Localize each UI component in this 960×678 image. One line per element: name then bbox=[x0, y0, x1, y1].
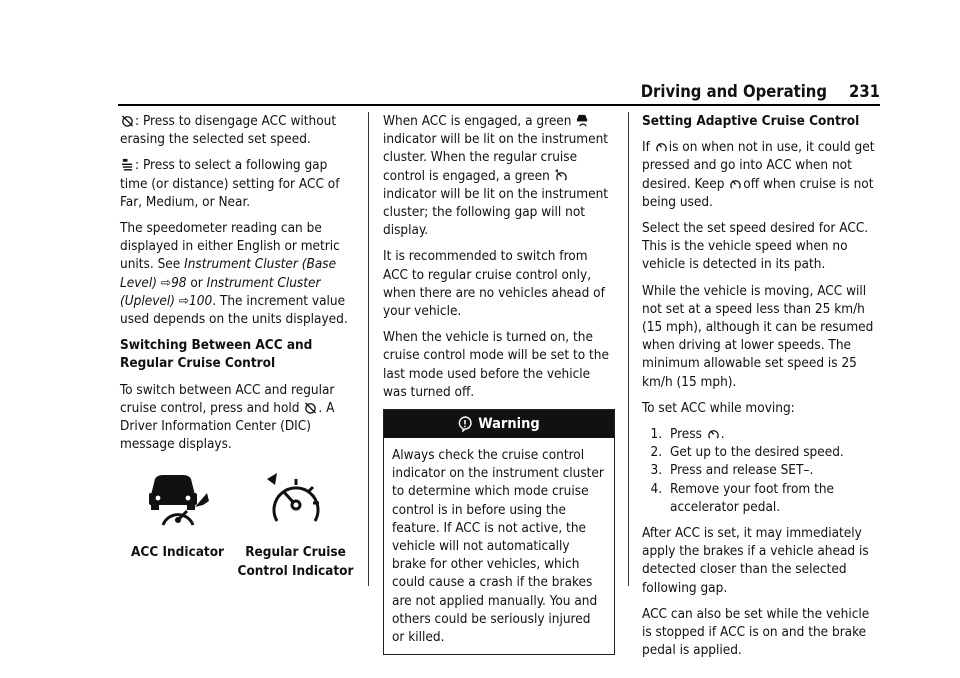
button-off-paragraph bbox=[642, 138, 878, 211]
engaged-text: When ACC is engaged, a green bbox=[383, 113, 572, 129]
column-right bbox=[642, 112, 878, 667]
regular-cruise-figure bbox=[235, 471, 356, 579]
step-item: 3. Press and release SET–. bbox=[666, 461, 878, 479]
button-off-text-end: off when cruise is not being used. bbox=[642, 175, 874, 210]
gap-text: : Press to select a following gap time (or distance) setting for ACC of Far, Medium, or Near. bbox=[120, 157, 340, 210]
set-acc-steps bbox=[642, 425, 878, 516]
cancel-paragraph bbox=[120, 112, 356, 148]
step-suffix: . bbox=[720, 426, 725, 443]
warning-icon bbox=[458, 416, 472, 432]
column-divider bbox=[628, 112, 629, 586]
regular-cruise-caption: Regular Cruise Control Indicator bbox=[237, 544, 354, 579]
auto-brake-paragraph: After ACC is set, it may immediately apply the brakes if a vehicle ahead is detected closer than the selected following gap. bbox=[642, 525, 869, 596]
header-rule bbox=[118, 104, 880, 106]
following-gap-icon bbox=[121, 158, 134, 171]
cruise-on-off-icon bbox=[707, 427, 720, 440]
xref-page[interactable]: 98 bbox=[171, 274, 187, 291]
switch-text: To switch between ACC and regular cruise control, press and hold bbox=[120, 381, 335, 416]
warning-header bbox=[384, 410, 614, 438]
cancel-text: : Press to disengage ACC without erasing the selected set speed. bbox=[120, 113, 337, 148]
cruise-on-off-icon bbox=[655, 140, 668, 153]
section-title: Driving and Operating bbox=[640, 82, 827, 101]
warning-title: Warning bbox=[478, 415, 540, 432]
column-divider bbox=[368, 112, 369, 586]
speedo-or: or bbox=[186, 274, 203, 291]
column-middle bbox=[383, 112, 615, 655]
xref-base-cluster[interactable]: Instrument Cluster (Base Level) bbox=[120, 256, 337, 291]
stopped-set-paragraph: ACC can also be set while the vehicle is stopped if ACC is on and the brake pedal is applied. bbox=[642, 605, 870, 659]
cruise-cancel-icon bbox=[304, 401, 317, 414]
set-while-moving-paragraph: To set ACC while moving: bbox=[642, 399, 795, 416]
speedometer-paragraph bbox=[120, 219, 356, 328]
acc-indicator-icon bbox=[576, 114, 589, 127]
acc-indicator-figure bbox=[120, 471, 235, 579]
engaged-text-end: indicator will be lit on the instrument cluster; the following gap will not display. bbox=[383, 185, 609, 239]
engaged-paragraph bbox=[383, 112, 615, 239]
column-left bbox=[120, 112, 356, 580]
step-item: 4. Remove your foot from the accelerator pedal. bbox=[666, 480, 878, 516]
warning-body: Always check the cruise control indicator on the instrument cluster to determine which mode cruise control is in before using the feature. If ACC is not active, the vehicle will not automatically brake for other vehicles, which could cause a crash if the brakes are not applied manually. You and others could be seriously injured or killed. bbox=[392, 447, 604, 646]
min-speed-paragraph: While the vehicle is moving, ACC will not set at a speed less than 25 km/h (15 mph), although it can be resumed when driving at lower speeds. The minimum allowable set speed is 25 km/h (15 mph). bbox=[642, 282, 874, 390]
page-ref-arrow-icon: ⇨ bbox=[178, 292, 190, 309]
switch-heading: Switching Between ACC and Regular Cruise Control bbox=[120, 337, 313, 372]
indicator-figures bbox=[120, 471, 356, 579]
switch-text-end: . A Driver Information Center (DIC) message displays. bbox=[120, 399, 335, 453]
speedo-text-end: . The increment value used depends on the units displayed. bbox=[120, 292, 348, 328]
regular-cruise-indicator-icon bbox=[263, 471, 329, 527]
regular-cruise-indicator-icon bbox=[555, 169, 568, 182]
warning-box bbox=[383, 409, 615, 655]
button-off-text: If bbox=[642, 139, 650, 156]
xref-uplevel-cluster[interactable]: Instrument Cluster (Uplevel) bbox=[120, 274, 321, 309]
gap-paragraph bbox=[120, 156, 356, 211]
step-item bbox=[666, 425, 878, 443]
step-text: Press bbox=[670, 426, 702, 443]
xref-page[interactable]: 100 bbox=[189, 292, 213, 309]
cruise-on-off-icon bbox=[729, 177, 742, 190]
speedo-text: The speedometer reading can be displayed in either English or metric units. See bbox=[120, 220, 340, 273]
cruise-cancel-icon bbox=[121, 114, 134, 127]
mode-memory-paragraph: When the vehicle is turned on, the cruise control mode will be set to the last mode used before the vehicle was turned off. bbox=[383, 329, 609, 400]
acc-indicator-icon bbox=[145, 471, 211, 527]
setting-acc-heading: Setting Adaptive Cruise Control bbox=[642, 113, 860, 129]
page-number: 231 bbox=[849, 82, 880, 101]
page-header bbox=[641, 82, 880, 101]
set-speed-paragraph: Select the set speed desired for ACC. This is the vehicle speed when no vehicle is detected in its path. bbox=[642, 220, 869, 273]
acc-indicator-caption: ACC Indicator bbox=[131, 544, 225, 561]
step-item: 2. Get up to the desired speed. bbox=[666, 443, 878, 461]
engaged-text-mid: indicator will be lit on the instrument cluster. When the regular cruise control is engaged, a green bbox=[383, 131, 609, 184]
button-off-text-mid: is on when not in use, it could get pressed and go into ACC when not desired. Keep bbox=[642, 139, 875, 192]
switch-paragraph bbox=[120, 381, 356, 454]
recommend-paragraph: It is recommended to switch from ACC to regular cruise control only, when there are no vehicles ahead of your vehicle. bbox=[383, 248, 605, 320]
page-ref-arrow-icon: ⇨ bbox=[160, 274, 172, 291]
